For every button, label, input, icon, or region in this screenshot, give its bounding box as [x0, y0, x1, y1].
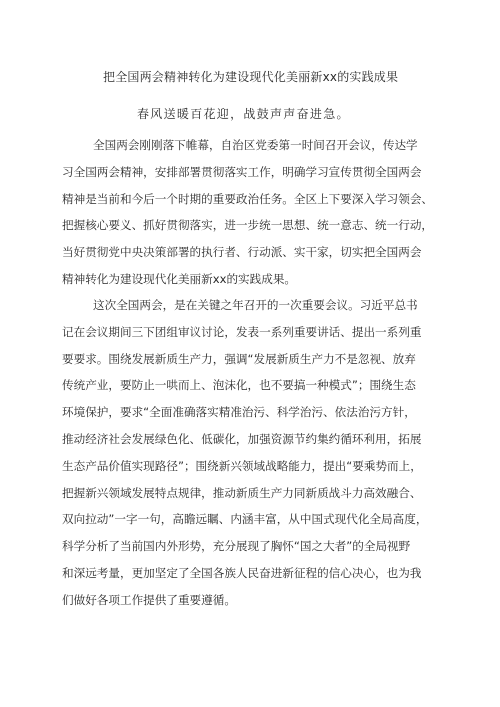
paragraph-line: 当好贯彻党中央决策部署的执行者、行动派、实干家，切实把全国两会 [62, 245, 422, 260]
paragraph-line: 这次全国两会，是在关键之年召开的一次重要会议。习近平总书 [93, 298, 418, 312]
document-subtitle: 春风送暖百花迎，战鼓声声奋进急。 [137, 107, 350, 121]
paragraph-line: 生态产品价值实现路径”；围绕新兴领域战略能力，提出“要乘势而上， [62, 458, 422, 473]
paragraph-line: 传统产业，要防止一哄而上、泡沫化，也不要搞一种模式”；围绕生态 [62, 378, 416, 393]
paragraph-line: 要要求。围绕发展新质生产力，强调“发展新质生产力不是忽视、放弃 [62, 351, 416, 366]
paragraph-line: 把握核心要义、抓好贯彻落实，进一步统一思想、统一意志、统一行动， [62, 218, 434, 233]
paragraph-line: 科学分析了当前国内外形势，充分展现了胸怀“国之大者”的全局视野 [62, 539, 411, 554]
paragraph-line: 精神转化为建设现代化美丽新xx的实践成果。 [62, 271, 297, 286]
paragraph-line: 推动经济社会发展绿色化、低碳化，加强资源节约集约循环利用，拓展 [62, 431, 422, 446]
paragraph-line: 习全国两会精神，安排部署贯彻落实工作，明确学习宣传贯彻全国两会 [62, 164, 422, 179]
paragraph-line: 精神是当前和今后一个时期的重要政治任务。全区上下要深入学习领会、 [62, 191, 434, 206]
paragraph-line: 记在会议期间三下团组审议讨论，发表一系列重要讲话、提出一系列重 [62, 324, 422, 339]
paragraph-line: 全国两会刚刚落下帷幕，自治区党委第一时间召开会议，传达学 [93, 138, 418, 152]
paragraph-2 [62, 297, 452, 619]
document-title: 把全国两会精神转化为建设现代化美丽新xx的实践成果 [103, 70, 399, 84]
paragraph-line: 双向拉动”一字一句，高瞻远瞩、内涵丰富，从中国式现代化全局高度， [62, 512, 428, 527]
paragraph-line: 和深远考量，更加坚定了全国各族人民奋进新征程的信心决心，也为我 [62, 565, 422, 580]
paragraph-1 [62, 137, 452, 298]
paragraph-line: 们做好各项工作提供了重要遵循。 [62, 592, 236, 607]
paragraph-line: 环境保护，要求“全面准确落实精准治污、科学治污、依法治污方针， [62, 405, 416, 420]
paragraph-line: 把握新兴领域发展特点规律，推动新质生产力同新质战斗力高效融合、 [62, 485, 422, 500]
